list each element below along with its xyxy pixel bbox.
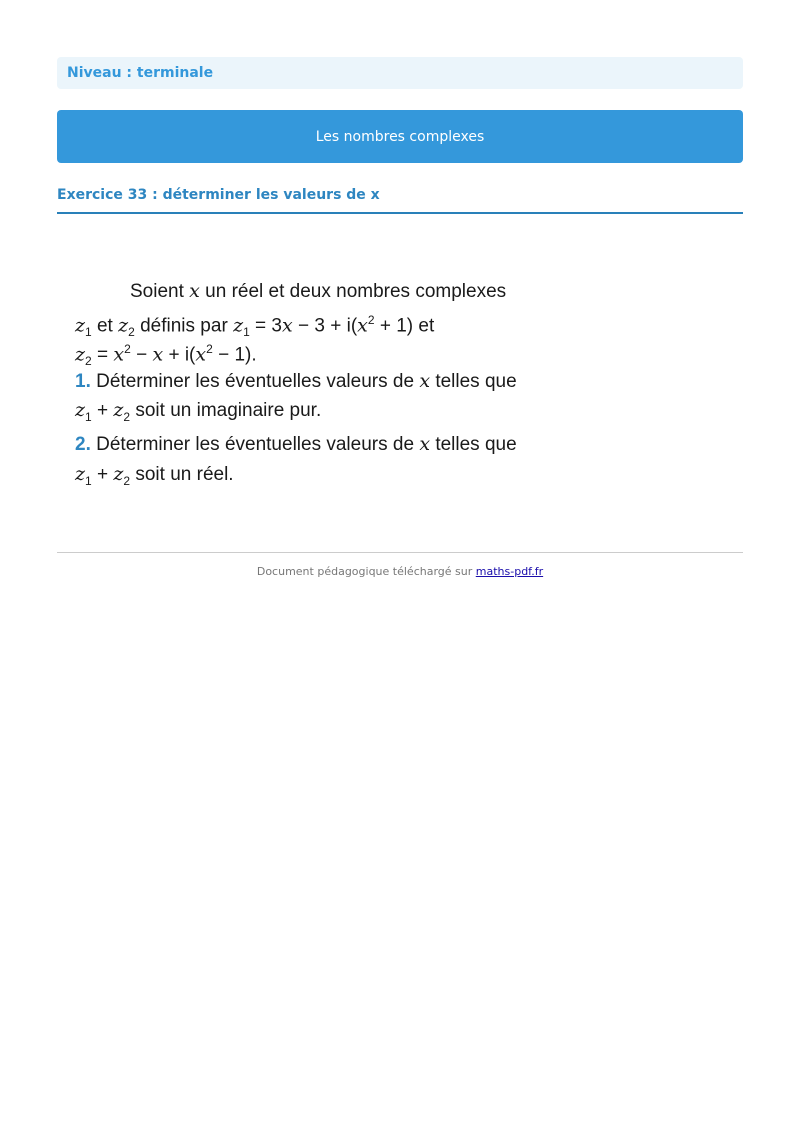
subscript: 1 xyxy=(85,325,92,340)
math-variable: x xyxy=(152,343,164,366)
math-fragment: + i( xyxy=(168,344,196,366)
text-fragment: et xyxy=(96,315,113,337)
question-2-line-2 xyxy=(75,462,234,493)
math-fragment: − 1). xyxy=(218,344,257,366)
question-1-line-2 xyxy=(75,398,321,429)
footer-text: Document pédagogique téléchargé sur xyxy=(256,565,473,578)
text-fragment: telles que xyxy=(435,371,517,392)
subscript: 1 xyxy=(243,325,250,340)
math-variable: z xyxy=(75,399,86,421)
math-variable: z xyxy=(113,463,124,485)
math-variable: z xyxy=(75,463,86,485)
text-fragment: soit un réel. xyxy=(135,464,234,485)
math-variable: z xyxy=(75,314,86,337)
math-variable: x xyxy=(189,280,200,302)
text-fragment: telles que xyxy=(435,434,517,455)
math-variable: z xyxy=(118,314,129,337)
text-fragment: Soient xyxy=(130,281,184,302)
subscript: 1 xyxy=(85,473,92,488)
math-fragment: + xyxy=(96,400,109,421)
page-title: Les nombres complexes xyxy=(315,128,485,145)
math-variable: z xyxy=(233,314,244,337)
subscript: 1 xyxy=(85,409,92,424)
math-fragment: = 3 xyxy=(255,315,282,337)
statement-line-1 xyxy=(130,279,506,304)
subscript: 2 xyxy=(123,409,131,424)
subscript: 2 xyxy=(85,354,92,369)
exercise-statement xyxy=(75,270,585,495)
question-1-line-1 xyxy=(75,369,517,394)
math-variable: z xyxy=(75,343,86,366)
level-box xyxy=(57,57,743,89)
math-fragment: − 3 + i( xyxy=(298,315,358,337)
exercise-title: Exercice 33 : déterminer les valeurs de x xyxy=(57,187,380,203)
math-variable: x xyxy=(195,343,207,366)
footer xyxy=(57,565,743,578)
text-fragment: définis par xyxy=(140,315,228,337)
question-number: 1. xyxy=(75,371,91,392)
text-fragment: Déterminer les éventuelles valeurs de xyxy=(96,371,415,392)
superscript: 2 xyxy=(206,342,213,356)
math-variable: x xyxy=(419,433,431,455)
math-fragment: + 1) et xyxy=(379,315,435,337)
statement-line-3 xyxy=(75,337,257,373)
question-2-line-1 xyxy=(75,432,517,457)
math-fragment: − xyxy=(136,344,148,366)
footer-link[interactable]: maths-pdf.fr xyxy=(475,565,544,578)
text-fragment: un réel et deux nombres complexes xyxy=(205,281,507,302)
math-fragment: + xyxy=(96,464,109,485)
level-label: Niveau : terminale xyxy=(67,65,214,81)
superscript: 2 xyxy=(124,342,131,356)
math-variable: z xyxy=(113,399,124,421)
title-banner xyxy=(57,110,743,163)
subscript: 2 xyxy=(123,473,131,488)
math-variable: x xyxy=(282,314,293,337)
text-fragment: soit un imaginaire pur. xyxy=(135,400,322,421)
math-fragment: = xyxy=(96,344,109,366)
exercise-heading xyxy=(57,186,743,214)
math-variable: x xyxy=(113,343,125,366)
subscript: 2 xyxy=(128,325,135,340)
footer-divider xyxy=(57,552,743,553)
math-variable: x xyxy=(357,314,368,337)
question-number: 2. xyxy=(75,434,91,455)
superscript: 2 xyxy=(367,313,375,327)
text-fragment: Déterminer les éventuelles valeurs de xyxy=(96,434,415,455)
math-variable: x xyxy=(419,370,431,392)
